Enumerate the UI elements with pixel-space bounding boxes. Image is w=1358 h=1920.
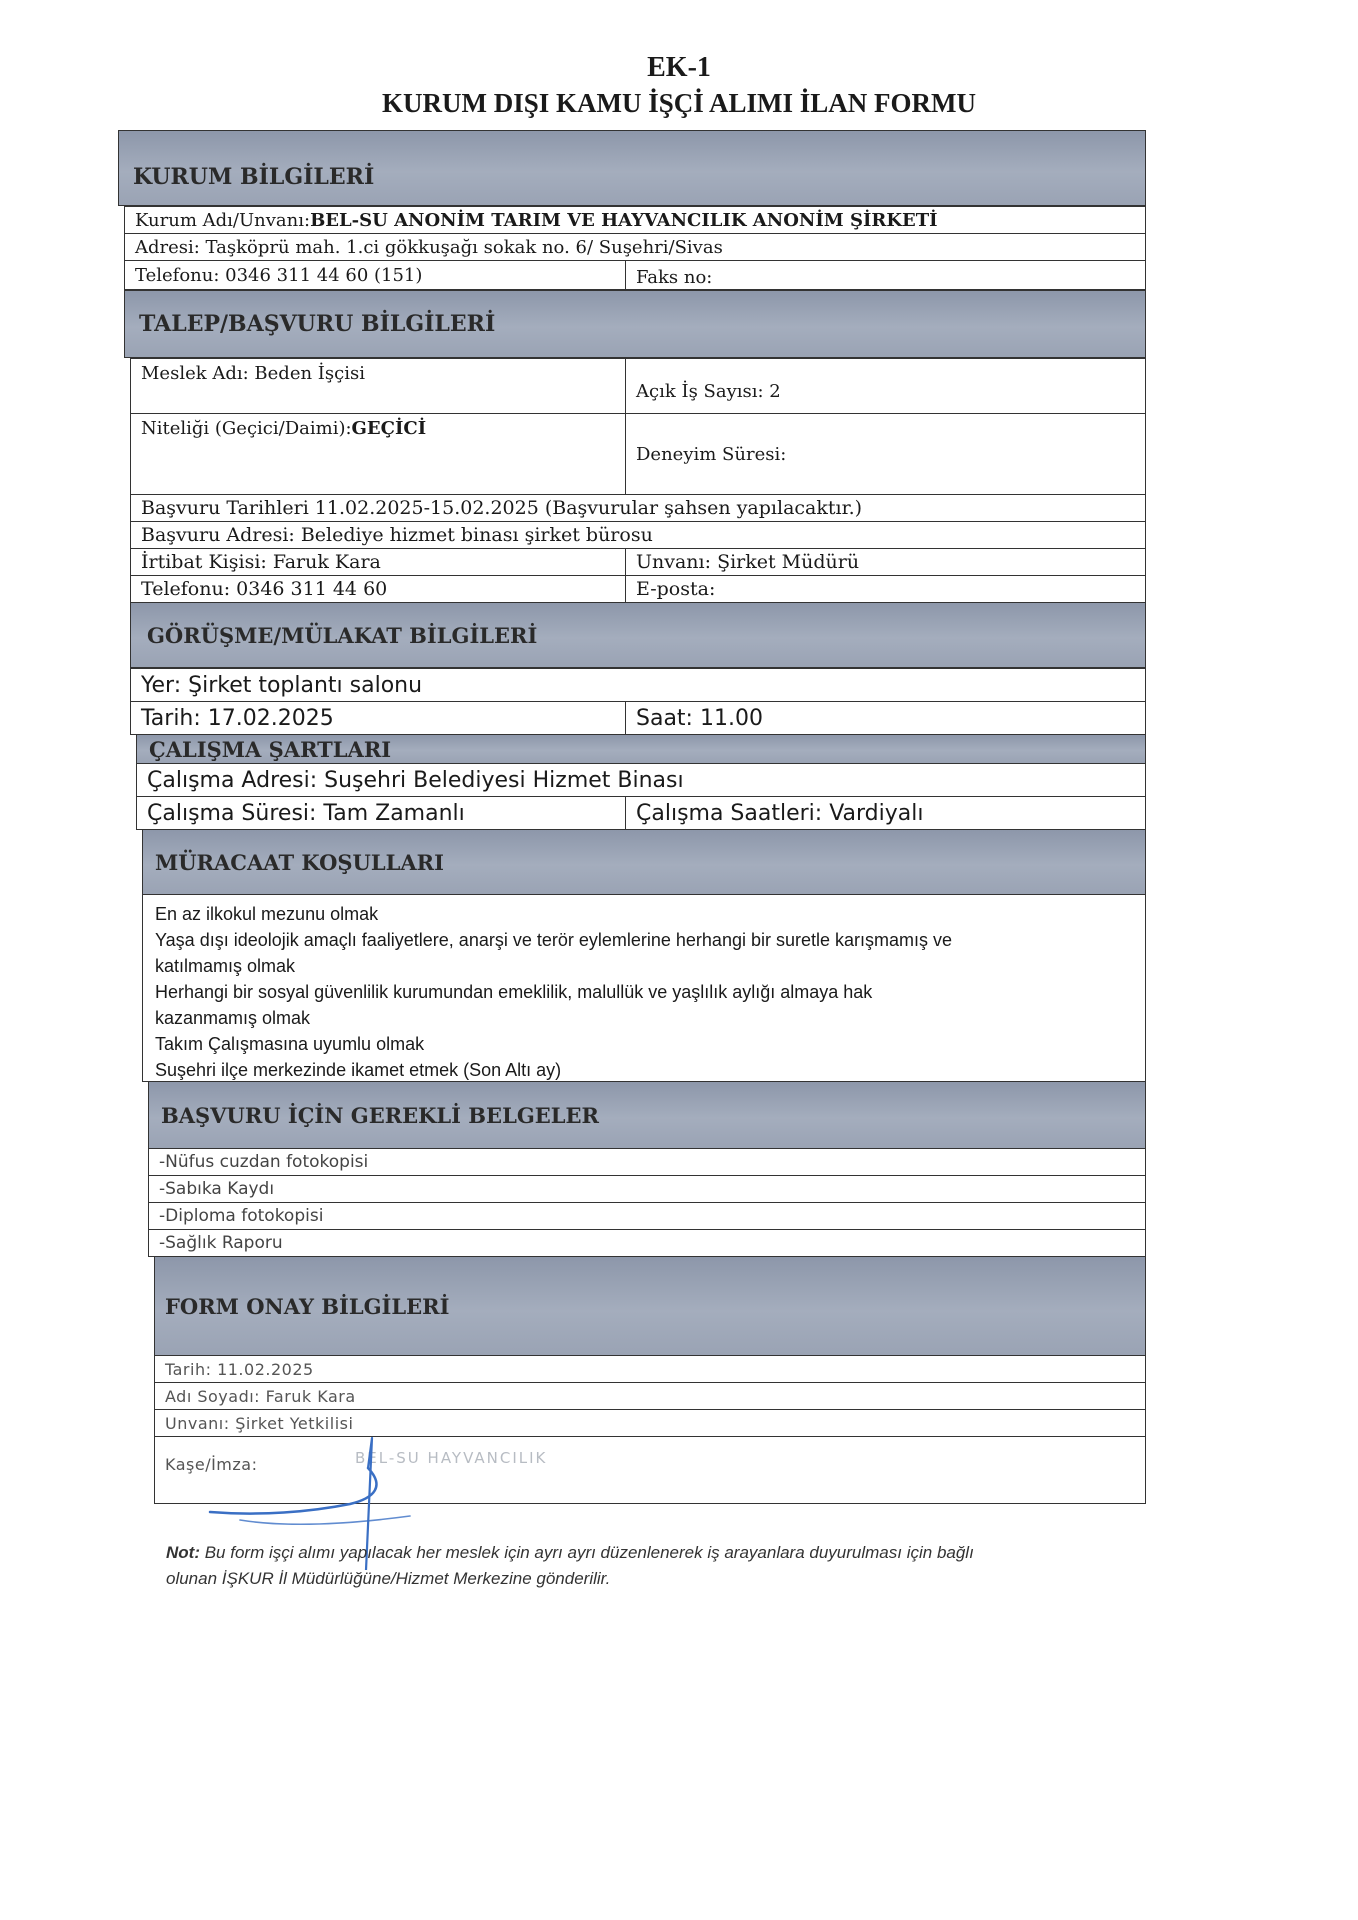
interview-date: Tarih: 17.02.2025 [130, 701, 626, 735]
note-text-line1: Bu form işçi alımı yapılacak her meslek için ayrı ayrı düzenlenerek iş arayanlara duyurulması için bağlı [199, 1543, 974, 1562]
kurum-name-row [124, 206, 1146, 234]
open-positions: Açık İş Sayısı: 2 [625, 358, 1146, 414]
kurum-fax: Faks no: [625, 260, 1146, 290]
work-duration: Çalışma Süresi: Tam Zamanlı [136, 796, 626, 830]
condition-line: Herhangi bir sosyal güvenlilik kurumundan emeklilik, malullük ve yaşlılık aylığı almaya hak [155, 982, 873, 1002]
conditions-block [142, 894, 1146, 1082]
form-title: KURUM DIŞI KAMU İŞÇİ ALIMI İLAN FORMU [381, 88, 977, 118]
section-header-gorusme: GÖRÜŞME/MÜLAKAT BİLGİLERİ [130, 602, 1146, 668]
section-header-onay: FORM ONAY BİLGİLERİ [154, 1256, 1146, 1356]
occupation: Meslek Adı: Beden İşçisi [130, 358, 626, 414]
stamp-label: Kaşe/İmza: [165, 1455, 258, 1474]
note-text-line2: olunan İŞKUR İl Müdürlüğüne/Hizmet Merkezine gönderilir. [166, 1569, 611, 1588]
job-nature-value: GEÇİCİ [351, 418, 427, 439]
condition-line: Yaşa dışı ideolojik amaçlı faaliyetlere, anarşi ve terör eylemlerine herhangi bir suretle karışmamış ve [155, 930, 953, 950]
condition-line: katılmamış olmak [155, 956, 296, 976]
interview-time: Saat: 11.00 [625, 701, 1146, 735]
interview-place: Yer: Şirket toplantı salonu [130, 668, 1146, 702]
kurum-name-label: Kurum Adı/Unvanı: [135, 209, 311, 231]
work-hours: Çalışma Saatleri: Vardiyalı [625, 796, 1146, 830]
document-item: -Sağlık Raporu [148, 1229, 1146, 1257]
kurum-address: Adresi: Taşköprü mah. 1.ci gökkuşağı sokak no. 6/ Suşehri/Sivas [124, 233, 1146, 261]
approval-name: Adı Soyadı: Faruk Kara [154, 1382, 1146, 1410]
stamp-text: BEL-SU HAYVANCILIK [355, 1449, 548, 1467]
contact-person: İrtibat Kişisi: Faruk Kara [130, 548, 626, 576]
condition-line: Takım Çalışmasına uyumlu olmak [155, 1034, 425, 1054]
section-header-belgeler: BAŞVURU İÇİN GEREKLİ BELGELER [148, 1081, 1146, 1149]
experience: Deneyim Süresi: [625, 413, 1146, 495]
work-address: Çalışma Adresi: Suşehri Belediyesi Hizmet Binası [136, 763, 1146, 797]
footer-note [166, 1540, 1166, 1592]
kurum-phone: Telefonu: 0346 311 44 60 (151) [124, 260, 626, 290]
document-item: -Diploma fotokopisi [148, 1202, 1146, 1230]
approval-title: Unvanı: Şirket Yetkilisi [154, 1409, 1146, 1437]
contact-title: Unvanı: Şirket Müdürü [625, 548, 1146, 576]
contact-phone: Telefonu: 0346 311 44 60 [130, 575, 626, 603]
section-header-talep: TALEP/BAŞVURU BİLGİLERİ [124, 290, 1146, 358]
kurum-name-value: BEL-SU ANONİM TARIM VE HAYVANCILIK ANONİM ŞİRKETİ [310, 209, 938, 231]
document-item: -Sabıka Kaydı [148, 1175, 1146, 1203]
condition-line: kazanmamış olmak [155, 1008, 311, 1028]
approval-date: Tarih: 11.02.2025 [154, 1355, 1146, 1383]
job-nature-label: Niteliği (Geçici/Daimi): [141, 418, 352, 439]
application-address: Başvuru Adresi: Belediye hizmet binası şirket bürosu [130, 521, 1146, 549]
section-header-kurum: KURUM BİLGİLERİ [118, 130, 1146, 206]
job-nature [130, 413, 626, 495]
condition-line: Suşehri ilçe merkezinde ikamet etmek (Son Altı ay) [155, 1060, 562, 1080]
section-header-muracaat: MÜRACAAT KOŞULLARI [142, 829, 1146, 895]
document-item: -Nüfus cuzdan fotokopisi [148, 1148, 1146, 1176]
contact-email: E-posta: [625, 575, 1146, 603]
note-label: Not: [166, 1543, 200, 1562]
section-header-calisma: ÇALIŞMA ŞARTLARI [136, 734, 1146, 764]
application-dates: Başvuru Tarihleri 11.02.2025-15.02.2025 (Başvurular şahsen yapılacaktır.) [130, 494, 1146, 522]
form-code: EK-1 [647, 52, 711, 83]
condition-line: En az ilkokul mezunu olmak [155, 904, 379, 924]
